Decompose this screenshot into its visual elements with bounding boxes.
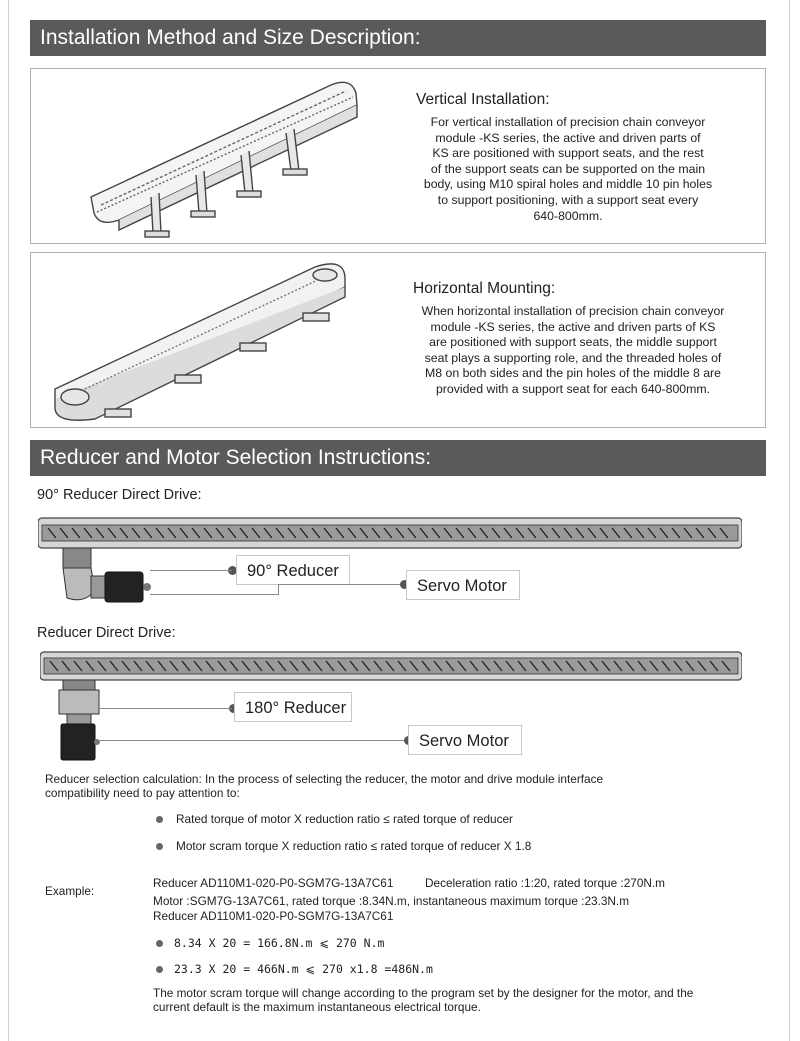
horizontal-mounting-panel (30, 252, 766, 428)
vertical-installation-text (409, 115, 727, 224)
text-line: The motor scram torque will change according to the program set by the designer for the motor, and the (153, 986, 694, 1000)
formula-2: 23.3 X 20 = 466N.m ⩽ 270 x1.8 =486N.m (174, 962, 433, 976)
drive180-motor-label: Servo Motor (408, 725, 522, 755)
drive180-heading: Reducer Direct Drive: (37, 625, 176, 641)
drive90-motor-leader-b (278, 584, 279, 595)
drive90-reducer-label: 90° Reducer (236, 555, 350, 585)
text-line: 640-800mm. (533, 208, 603, 223)
section-header-reducer: Reducer and Motor Selection Instructions: (30, 440, 766, 476)
example-line-1b: Deceleration ratio :1:20, rated torque :270N.m (425, 876, 666, 890)
drive90-motor-leader-c (278, 584, 402, 585)
bullet-dot (156, 966, 163, 973)
drive90-motor-leader-a (150, 594, 278, 595)
horizontal-mounting-heading: Horizontal Mounting: (413, 280, 556, 297)
text-line: Reducer selection calculation: In the process of selecting the reducer, the motor and drive module interface (45, 772, 604, 786)
drive90-reducer-leader (150, 570, 232, 571)
text-line: module -KS series, the active and driven parts of (435, 130, 701, 145)
calc-note (153, 986, 753, 1014)
text-line: M8 on both sides and the pin holes of the middle 8 are (424, 366, 721, 381)
text-line: KS are positioned with support seats, and the rest (432, 146, 704, 161)
vertical-installation-panel (30, 68, 766, 244)
bullet-dot (156, 843, 163, 850)
text-line: of the support seats can be supported on the main (430, 161, 706, 176)
vertical-conveyor-illustration (61, 75, 371, 243)
calc-bullet-2: Motor scram torque X reduction ratio ≤ rated torque of reducer X 1.8 (176, 839, 532, 853)
formula-1: 8.34 X 20 = 166.8N.m ⩽ 270 N.m (174, 936, 385, 950)
bullet-dot (156, 940, 163, 947)
text-line: to support positioning, with a support seat every (437, 192, 699, 207)
drive180-reducer-leader (100, 708, 232, 709)
vertical-installation-heading: Vertical Installation: (416, 91, 550, 108)
drive90-reducer-motor-illustration (55, 548, 155, 606)
example-line-3: Reducer AD110M1-020-P0-SGM7G-13A7C61 (153, 909, 394, 923)
text-line: current default is the maximum instantaneous electrical torque. (153, 1000, 481, 1014)
example-label: Example: (45, 884, 95, 898)
text-line: When horizontal installation of precision chain conveyor (421, 304, 725, 318)
text-line: body, using M10 spiral holes and middle 10 pin holes (423, 177, 713, 192)
drive180-conveyor-illustration (40, 650, 742, 682)
text-line: are positioned with support seats, the middle support (429, 335, 717, 350)
bullet-dot (156, 816, 163, 823)
drive180-motor-leader (100, 740, 406, 741)
text-line: module -KS series, the active and driven parts of KS (430, 319, 716, 334)
horizontal-conveyor-illustration (45, 259, 365, 425)
text-line: seat plays a supporting role, and the threaded holes of (424, 350, 722, 365)
drive180-reducer-motor-illustration (55, 680, 105, 762)
drive90-motor-label: Servo Motor (406, 570, 520, 600)
text-line: For vertical installation of precision chain conveyor (430, 115, 706, 129)
drive180-reducer-label: 180° Reducer (234, 692, 352, 722)
drive90-conveyor-illustration (38, 516, 742, 550)
text-line: compatibility need to pay attention to: (45, 786, 240, 800)
example-line-2: Motor :SGM7G-13A7C61, rated torque :8.34N.m, instantaneous maximum torque :23.3N.m (153, 894, 630, 908)
calc-bullet-1: Rated torque of motor X reduction ratio ≤ rated torque of reducer (176, 812, 513, 826)
section-header-installation: Installation Method and Size Description: (30, 20, 766, 56)
horizontal-mounting-text (409, 304, 737, 398)
drive90-heading: 90° Reducer Direct Drive: (37, 487, 202, 503)
example-line-1a: Reducer AD110M1-020-P0-SGM7G-13A7C61 (153, 876, 394, 890)
text-line: provided with a support seat for each 640-800mm. (435, 381, 711, 396)
calc-intro (45, 772, 745, 800)
